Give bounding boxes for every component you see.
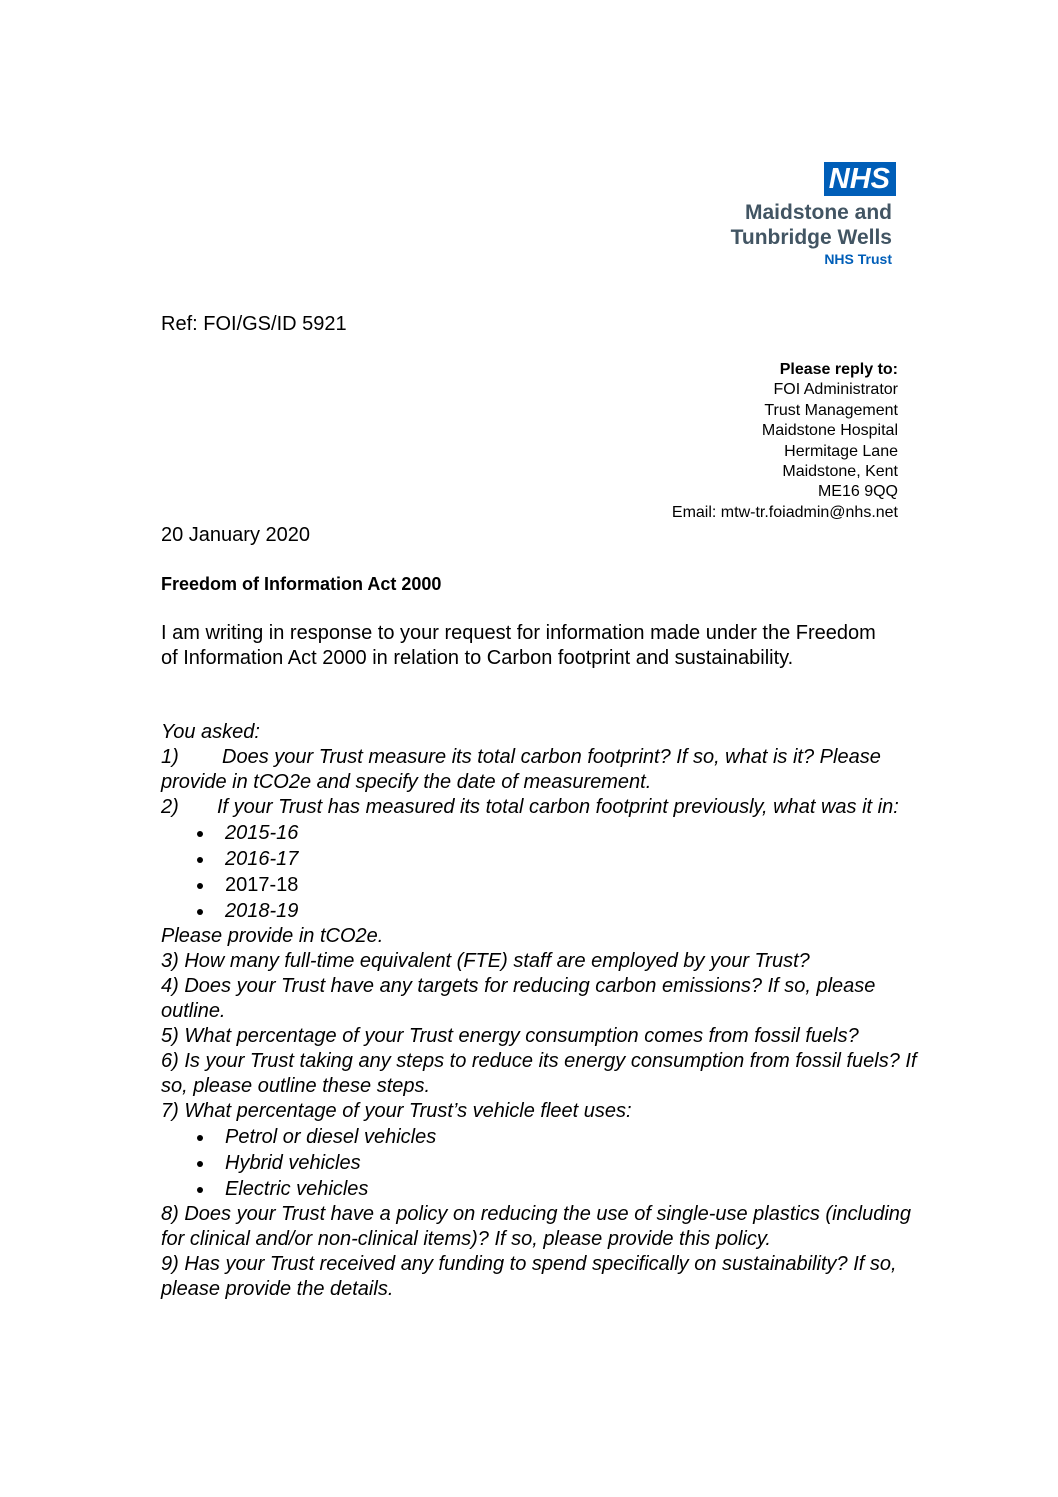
reply-email: Email: mtw-tr.foiadmin@nhs.net <box>671 503 898 521</box>
question-4: 4) Does your Trust have any targets for reducing carbon emissions? If so, please outline. <box>161 975 876 1022</box>
act-title: Freedom of Information Act 2000 <box>161 574 442 594</box>
question-number: 1) <box>161 746 179 768</box>
reply-line: Trust Management <box>764 401 898 419</box>
question-7: 7) What percentage of your Trust’s vehicle fleet uses: <box>161 1100 632 1122</box>
question-6: 6) Is your Trust taking any steps to reduce its energy consumption from fossil fuels? If so, please outline these steps. <box>161 1050 917 1097</box>
years-list <box>161 820 921 924</box>
question-8: 8) Does your Trust have a policy on reducing the use of single-use plastics (including for clinical and/or non-clinical items)? If so, please provide this policy. <box>161 1203 912 1250</box>
reference-number: Ref: FOI/GS/ID 5921 <box>161 313 347 335</box>
trust-label: NHS Trust <box>824 251 892 267</box>
you-asked-label: You asked: <box>161 721 260 743</box>
reply-line: Hermitage Lane <box>784 442 898 460</box>
question-2 <box>161 795 921 820</box>
org-name-line2: Tunbridge Wells <box>730 226 892 249</box>
org-name-line1: Maidstone and <box>744 201 892 224</box>
reply-address-block <box>672 360 898 523</box>
nhs-trust-logo <box>700 162 896 268</box>
reply-line: ME16 9QQ <box>817 483 898 501</box>
list-item: 2017-18 <box>161 872 921 898</box>
questions-block <box>161 720 921 1302</box>
list-item: Petrol or diesel vehicles <box>161 1124 921 1150</box>
question-3: 3) How many full-time equivalent (FTE) staff are employed by your Trust? <box>161 950 810 972</box>
nhs-badge: NHS <box>824 162 896 196</box>
intro-paragraph: I am writing in response to your request for information made under the Freedom of Information Act 2000 in relation to Carbon footprint and sustainability. <box>161 622 876 669</box>
reply-line: Maidstone Hospital <box>761 422 898 440</box>
reply-line: Maidstone, Kent <box>782 463 898 481</box>
question-text: If your Trust has measured its total carbon footprint previously, what was it in: <box>217 796 899 818</box>
question-9: 9) Has your Trust received any funding to spend specifically on sustainability? If so, please provide the details. <box>161 1253 897 1300</box>
question-1 <box>161 745 921 795</box>
question-5: 5) What percentage of your Trust energy consumption comes from fossil fuels? <box>161 1025 859 1047</box>
question-2-note: Please provide in tCO2e. <box>161 925 384 947</box>
reply-heading: Please reply to: <box>779 361 898 378</box>
question-number: 2) <box>161 796 179 818</box>
vehicles-list <box>161 1124 921 1202</box>
list-item: Electric vehicles <box>161 1176 921 1202</box>
list-item: 2016-17 <box>161 846 921 872</box>
reply-line: FOI Administrator <box>773 381 898 399</box>
list-item: 2018-19 <box>161 898 921 924</box>
list-item: 2015-16 <box>161 820 921 846</box>
question-text: Does your Trust measure its total carbon footprint? If so, what is it? Please provide in tCO2e and specify the date of measurement. <box>161 746 881 793</box>
list-item: Hybrid vehicles <box>161 1150 921 1176</box>
letter-date: 20 January 2020 <box>161 524 311 546</box>
